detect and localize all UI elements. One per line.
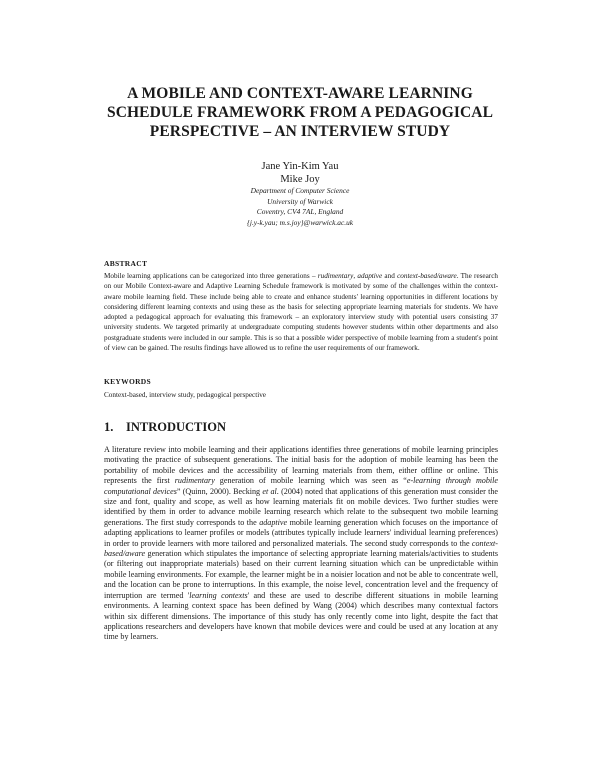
title-line-2: SCHEDULE FRAMEWORK FROM A PEDAGOGICAL — [106, 104, 494, 121]
keywords-heading: KEYWORDS — [104, 377, 151, 386]
section-title: INTRODUCTION — [126, 420, 227, 434]
address: Coventry, CV4 7AL, England — [256, 207, 344, 216]
department: Department of Computer Science — [250, 186, 350, 195]
section-number: 1. — [104, 420, 114, 434]
title-line-3: PERSPECTIVE – AN INTERVIEW STUDY — [149, 123, 451, 140]
university: University of Warwick — [267, 196, 333, 206]
abstract-heading: ABSTRACT — [104, 259, 148, 268]
author-name-1: Jane Yin-Kim Yau — [261, 161, 339, 172]
author-block — [150, 160, 450, 228]
section-heading-introduction — [104, 420, 226, 435]
keywords-text: Context-based, interview study, pedagogical perspective — [104, 391, 266, 399]
introduction-paragraph: A literature review into mobile learning and their applications identifies three generations of mobile learning principles motivating the practice of subsequent generations. The initial basis for the adoption of mobile learning has been the portability of mobile devices and the accessibility of learning materials from them, either offline or online. This represents the first rudimentary generation of mobile learning which was seen as “e-learning through mobile computational devices” (Quinn, 2000). Becking et al. (2004) noted that applications of this generation must consider the size and font, quality and scope, as well as how learning materials fit on mobile devices. Two further studies were identified by them in order to advance mobile learning research which relate to the subsequent two mobile learning generations. The first study corresponds to the adaptive mobile learning generation which focuses on the importance of adapting applications to learner profiles or models (attributes typically include learners' individual learning preferences) in order to provide learners with more tailored and personalized materials. The second study corresponds to the context-based/aware generation which stipulates the importance of selecting appropriate learning materials/activities to students (or filtering out inappropriate materials) based on their current learning situation which can be unpredictable within mobile learning environments. For example, the learner might be in a noisier location and not be able to concentrate well, and the location can be prone to interruptions. In this example, the noise level, concentration level and the frequency of interruption are termed 'learning contexts' and these are used to describe different situations in mobile learning environments. A learning context space has been defined by Wang (2004) which describes many contextual factors within six different dimensions. The importance of this study has only recently come into light, despite the fact that applications researchers and developers have known that mobile devices were and could be used at any location at any time by learners. — [104, 445, 499, 642]
abstract-text: Mobile learning applications can be categorized into three generations – rudimentary, adaptive and context-based/aware. The research on our Mobile Context-aware and Adaptive Learning Schedule framework is motivated by some of the challenges within the context-aware mobile learning field. These include being able to create and enhance students' learning opportunities in different locations by considering different learning contexts and using these as the basis for selecting appropriate learning materials for students. We have adopted a pedagogical approach for evaluating this framework – an exploratory interview study with potential users consisting 37 university students. We targeted primarily at undergraduate computing students however students within other departments and also postgraduate students were included in our sample. This is so that a possible wider perspective of mobile learning from a student's point of view can be gained. The results findings have allowed us to refine the user requirements of our framework. — [104, 272, 498, 352]
paper-title — [100, 84, 500, 141]
email: {j.y-k.yau; m.s.joy}@warwick.ac.uk — [246, 217, 354, 227]
title-line-1: A MOBILE AND CONTEXT-AWARE LEARNING — [127, 85, 473, 102]
author-name-2: Mike Joy — [280, 174, 320, 185]
